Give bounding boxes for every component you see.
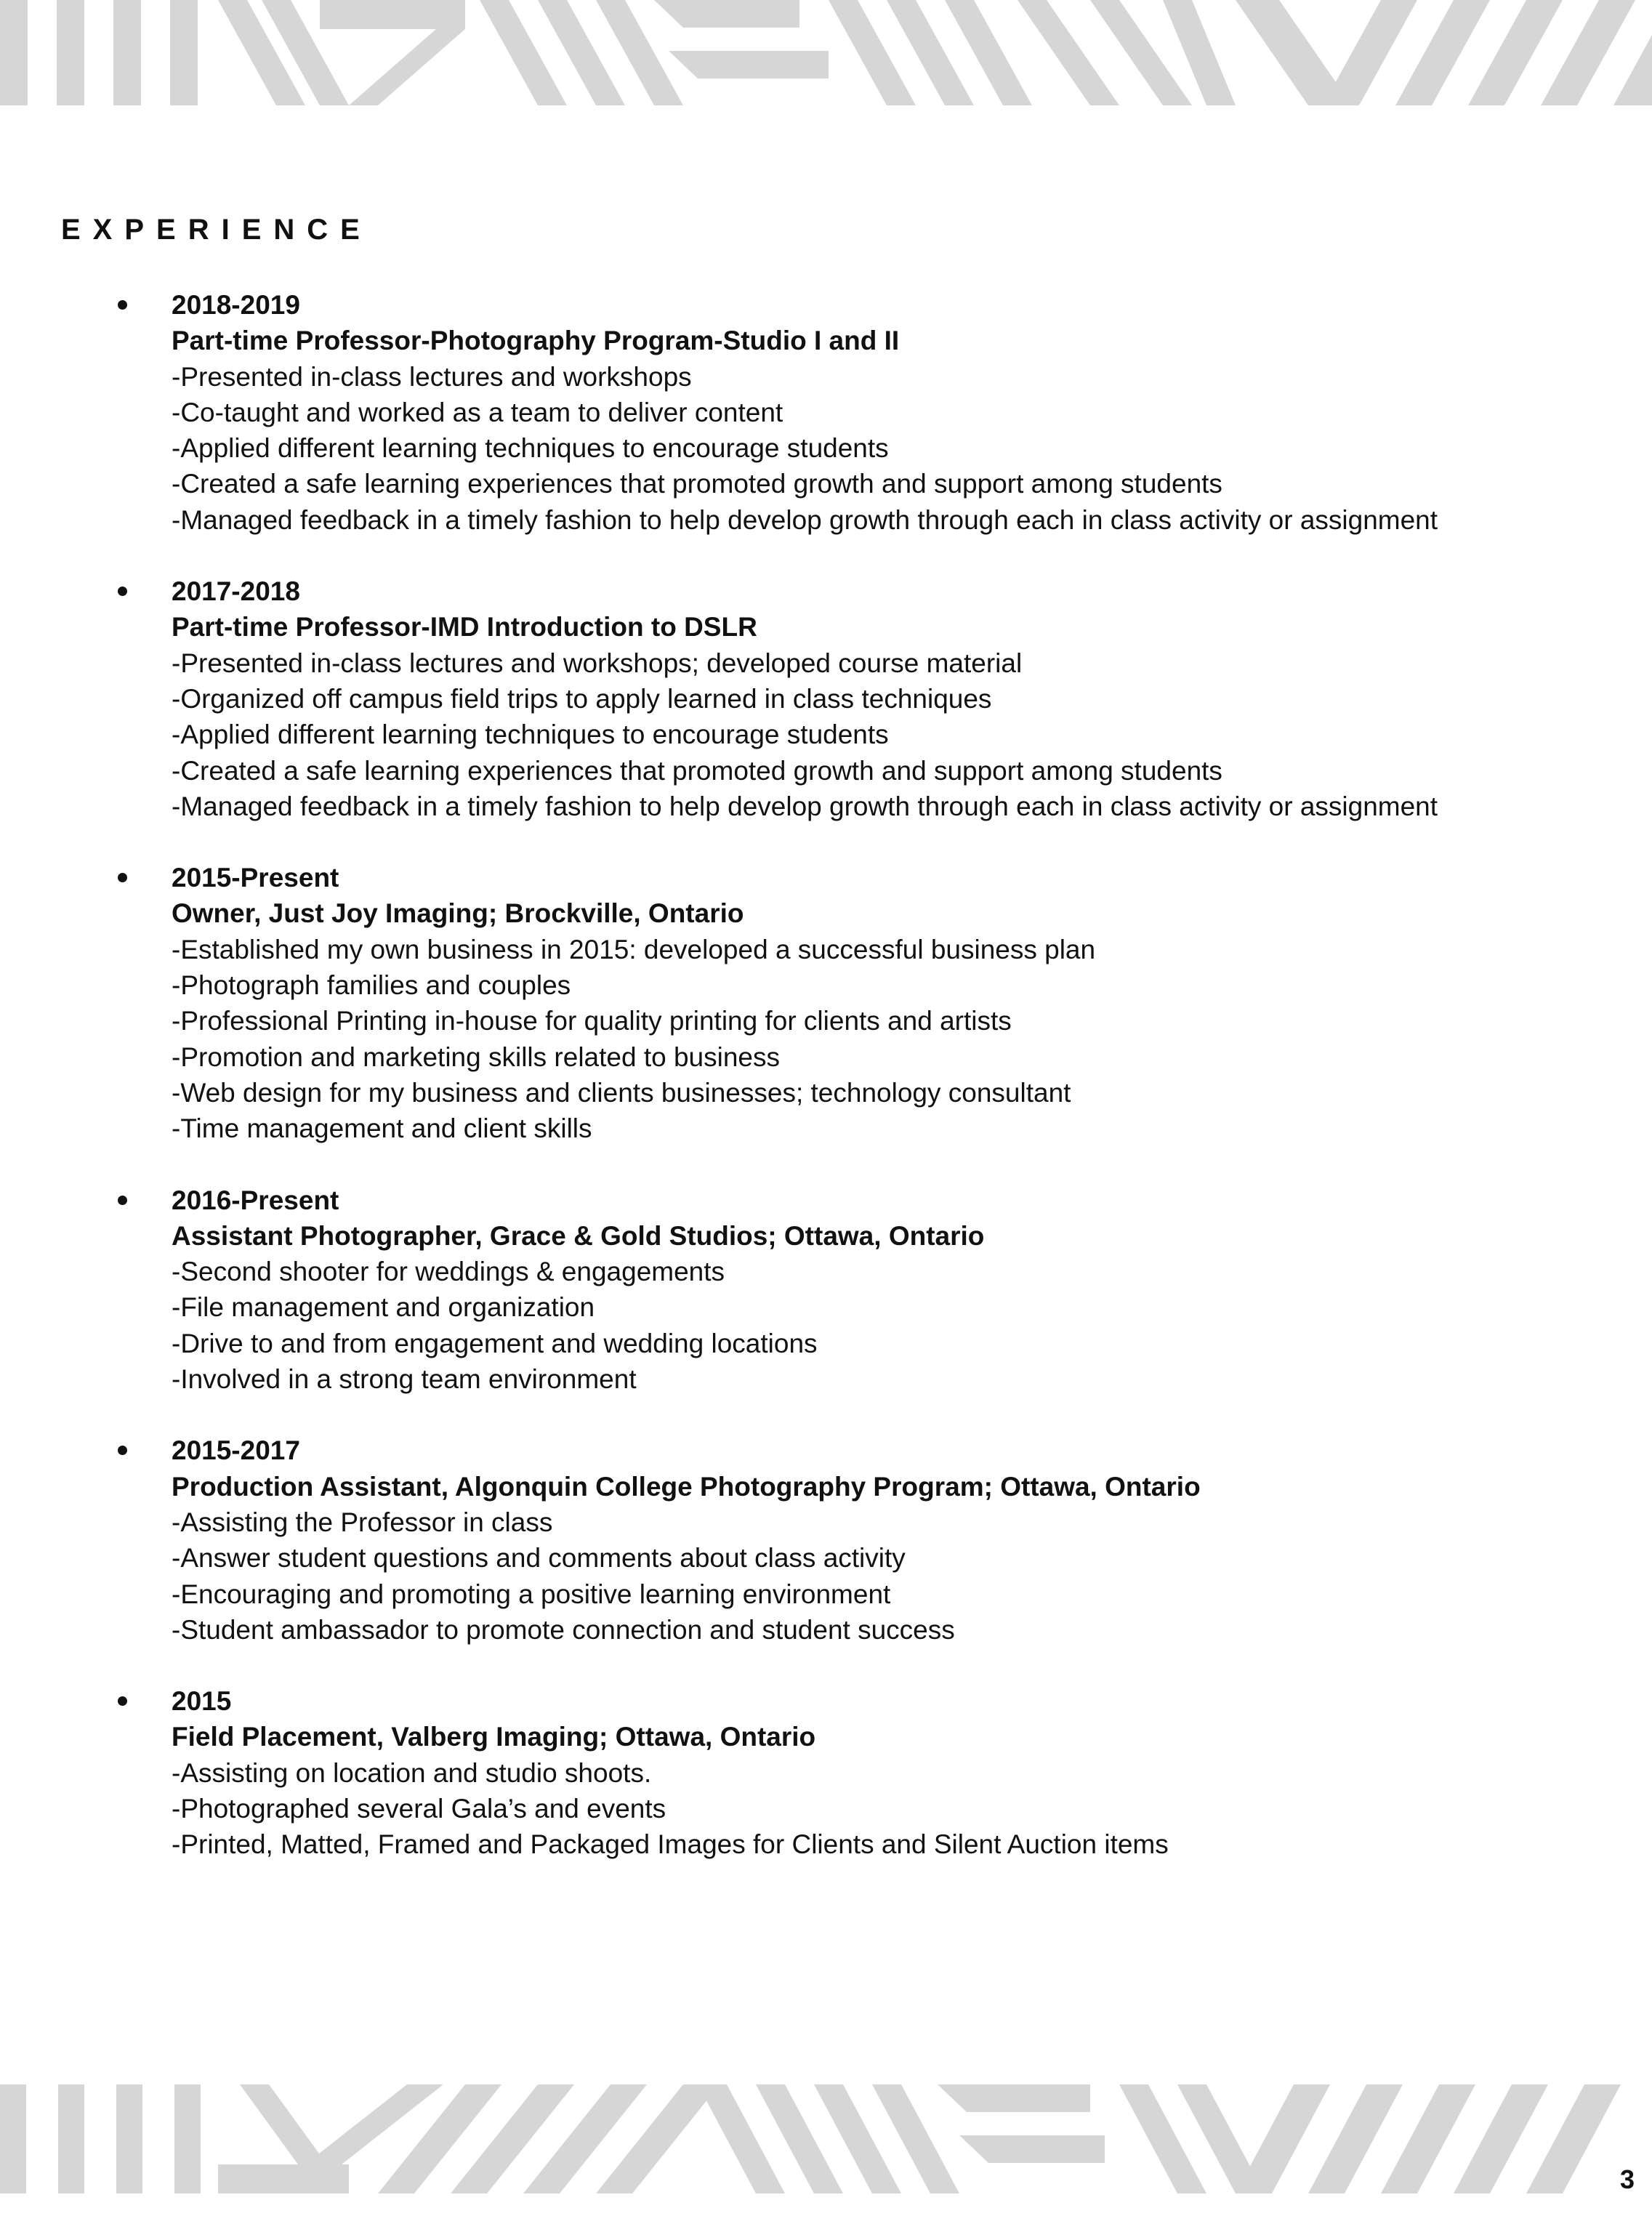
experience-list bbox=[0, 287, 1652, 1898]
bullet-icon bbox=[118, 300, 127, 310]
entry-title: Assistant Photographer, Grace & Gold Studios; Ottawa, Ontario bbox=[172, 1220, 985, 1251]
entry-title: Owner, Just Joy Imaging; Brockville, Ontario bbox=[172, 898, 744, 929]
entry-years: 2016-Present bbox=[172, 1185, 339, 1215]
entry-detail: -File management and organization bbox=[172, 1292, 595, 1323]
entry-title: Production Assistant, Algonquin College Photography Program; Ottawa, Ontario bbox=[172, 1471, 1201, 1502]
list-item bbox=[0, 1433, 1652, 1648]
entry-title: Field Placement, Valberg Imaging; Ottawa, Ontario bbox=[172, 1722, 816, 1752]
entry-detail: -Co-taught and worked as a team to deliver content bbox=[172, 397, 783, 427]
entry-detail: -Presented in-class lectures and workshops; developed course material bbox=[172, 648, 1023, 678]
entry-detail: -Professional Printing in-house for quality printing for clients and artists bbox=[172, 1006, 1012, 1036]
entry-detail: -Applied different learning techniques to encourage students bbox=[172, 433, 889, 464]
header-stripe-band bbox=[0, 0, 1652, 105]
page-number: 3 bbox=[1619, 2164, 1635, 2194]
list-item bbox=[0, 860, 1652, 1146]
list-item bbox=[0, 1683, 1652, 1862]
entry-detail: -Student ambassador to promote connection and student success bbox=[172, 1614, 955, 1645]
entry-detail: -Drive to and from engagement and wedding locations bbox=[172, 1328, 818, 1358]
entry-detail: -Encouraging and promoting a positive learning environment bbox=[172, 1579, 891, 1609]
entry-detail: -Applied different learning techniques to encourage students bbox=[172, 720, 889, 750]
entry-years: 2015 bbox=[172, 1686, 232, 1717]
entry-detail: -Assisting the Professor in class bbox=[172, 1507, 553, 1537]
entry-detail: -Time management and client skills bbox=[172, 1113, 592, 1144]
entry-detail: -Created a safe learning experiences that promoted growth and support among students bbox=[172, 755, 1222, 786]
entry-title: Part-time Professor-IMD Introduction to DSLR bbox=[172, 612, 757, 642]
entry-detail: -Web design for my business and clients businesses; technology consultant bbox=[172, 1077, 1071, 1108]
list-item bbox=[0, 287, 1652, 538]
entry-detail: -Created a safe learning experiences that promoted growth and support among students bbox=[172, 469, 1222, 499]
entry-detail: -Organized off campus field trips to apply learned in class techniques bbox=[172, 683, 992, 714]
entry-detail: -Managed feedback in a timely fashion to help develop growth through each in class activity or assignment bbox=[172, 791, 1438, 821]
entry-detail: -Assisting on location and studio shoots. bbox=[172, 1757, 652, 1788]
entry-detail: -Managed feedback in a timely fashion to help develop growth through each in class activity or assignment bbox=[172, 504, 1438, 535]
section-title: EXPERIENCE bbox=[61, 214, 372, 246]
entry-years: 2015-Present bbox=[172, 863, 339, 893]
entry-detail: -Involved in a strong team environment bbox=[172, 1364, 637, 1395]
entry-detail: -Printed, Matted, Framed and Packaged Images for Clients and Silent Auction items bbox=[172, 1829, 1169, 1860]
bullet-icon bbox=[118, 1696, 127, 1706]
entry-detail: -Answer student questions and comments about class activity bbox=[172, 1543, 906, 1574]
list-item bbox=[0, 1182, 1652, 1398]
bullet-icon bbox=[118, 1446, 127, 1455]
entry-years: 2015-2017 bbox=[172, 1435, 300, 1466]
list-item bbox=[0, 573, 1652, 824]
entry-detail: -Established my own business in 2015: developed a successful business plan bbox=[172, 934, 1096, 964]
entry-detail: -Photographed several Gala’s and events bbox=[172, 1793, 666, 1824]
bullet-icon bbox=[118, 587, 127, 596]
entry-title: Part-time Professor-Photography Program-Studio I and II bbox=[172, 326, 900, 356]
entry-detail: -Promotion and marketing skills related to business bbox=[172, 1041, 780, 1072]
entry-detail: -Presented in-class lectures and workshops bbox=[172, 361, 692, 392]
entry-detail: -Photograph families and couples bbox=[172, 970, 571, 1001]
footer-stripe-band bbox=[0, 2084, 1652, 2193]
entry-years: 2018-2019 bbox=[172, 290, 300, 320]
entry-detail: -Second shooter for weddings & engagements bbox=[172, 1257, 725, 1287]
bullet-icon bbox=[118, 1196, 127, 1205]
bullet-icon bbox=[118, 873, 127, 882]
entry-years: 2017-2018 bbox=[172, 576, 300, 607]
